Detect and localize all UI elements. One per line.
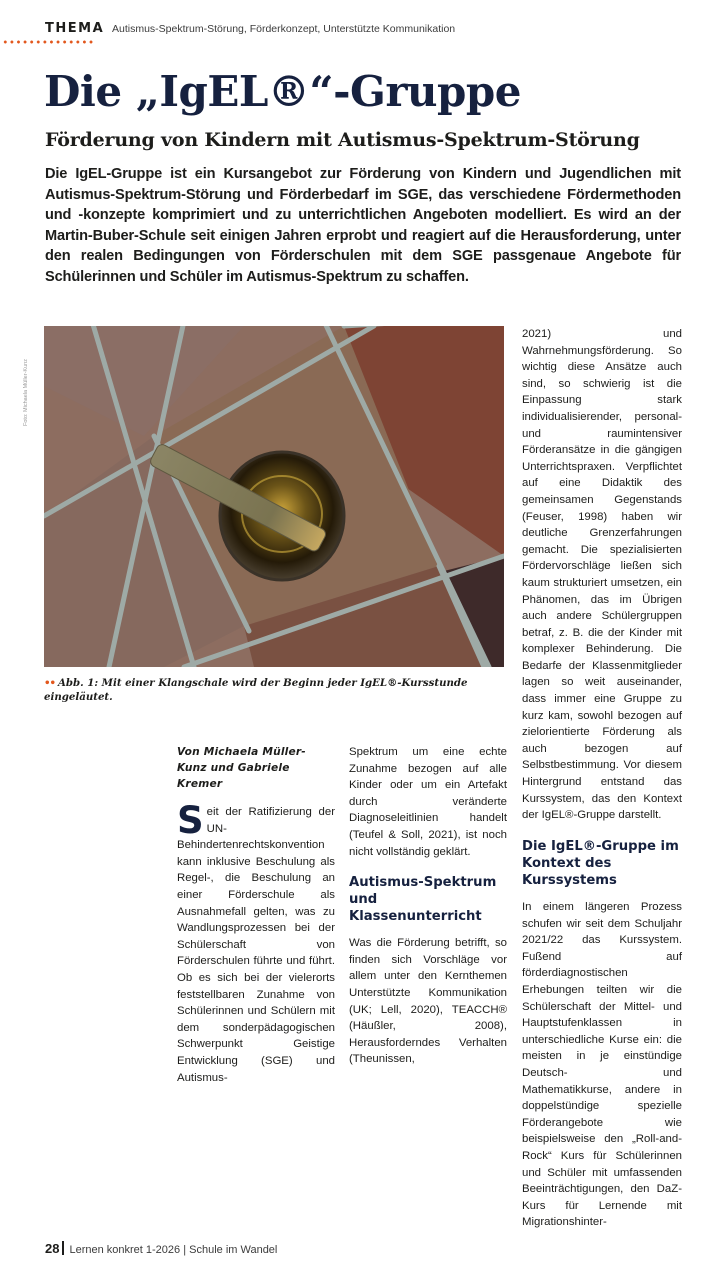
body-paragraph: Was die Förderung betrifft, so finden sich Vorschläge vor allem unter den Kernthemen Unterstützte Kommunikation (UK; Lell, 2020), TEACCH® (Häußler, 2008), Herausforderndes Verhalten (Theunissen, [349,937,507,1066]
topic-keywords: Autismus-Spektrum-Störung, Förderkonzept, Unterstützte Kommunikation [112,23,456,35]
drop-cap: S [177,804,204,842]
page-footer [45,1241,277,1258]
column-right-top [522,326,682,824]
caption-text: Abb. 1: Mit einer Klangschale wird der Beginn jeder IgEL®-Kursstunde eingeläutet. [44,677,468,703]
dotted-divider [2,40,94,44]
column-1 [177,744,335,1086]
article-subtitle: Förderung von Kindern mit Autismus-Spektrum-Störung [45,129,640,151]
page-number: 28 [45,1241,60,1256]
footer-divider [62,1241,64,1255]
intro-paragraph [177,804,335,1086]
article-lead: Die IgEL-Gruppe ist ein Kursangebot zur Förderung von Kindern und Jugendlichen mit Autismus-Spektrum-Störung und Förderbedarf im SGE, das verschiedene Fördermethoden und -konzepte komprimiert und zu unterrichtlichen Angeboten modelliert. Es wird an der Martin-Buber-Schule seit einigen Jahren erprobt und reagiert auf die Herausforderung, unter den realen Bedingungen von Förderschulen mit dem SGE passgenaue Angebote für Schülerinnen und Schüler im Autismus-Spektrum zu schaffen. [45,166,681,285]
column-2 [349,744,507,1068]
photo-credit-text: Foto: Michaela Müller-Kunz [23,359,29,426]
article-title: Die „IgEL®“-Gruppe [44,67,522,116]
section-label: THEMA [45,21,105,36]
section-heading: Autismus-Spektrum und Klassenunterricht [349,875,497,925]
body-paragraph: 2021) und Wahrnehmungsförderung. So wichtig diese Ansätze auch sind, so schwierig ist die Einpassung stark individualisierender, personal- und raumintensiver Förderansätze in die gängigen Unterrichtspraxen. Verpflichtet auf eine Didaktik des gemeinsamen Gegenstands (Feuser, 1998) haben wir deutliche Grenzerfahrungen gemacht. Die spezialisierten Fördervorschläge ließen sich kaum strukturiert umsetzen, ein Phänomen, das im Übrigen auch andere Schülergruppen betraf, z. B. die der Kinder mit komplexer Behinderung. Die Bedarfe der Klassenmitglieder lagen so weit auseinander, dass immer eine Gruppe zu kurz kam, sowohl bezogen auf zielorientierte Förderung als auch bezogen auf Selbstbestimmung. Vor diesem Hintergrund entstand das Kurssystem, das den Kontext der IgEL®-Gruppe darstellt. [522,328,682,822]
body-paragraph: In einem längeren Prozess schufen wir seit dem Schuljahr 2021/22 das Kurssystem. Fußend auf förderdiagnostischen Erhebungen teilten wir die Schülerschaft der Mittel- und Hauptstufenklassen in unterschiedliche Kurse ein: die meisten in je einstündige Deutsch- und Mathematikkurse, andere in doppelstündige spezielle Förderangebote wie beispielsweise den „Roll-and-Rock“ Kurs für Schülerinnen und Schüler mit umfassenden Beeinträchtigungen, den DaZ-Kurs für Lernende mit Migrationshinter- [522,901,682,1229]
caption-bullet-icon: •• [44,677,56,689]
author-byline: Von Michaela Müller-Kunz und Gabriele Kremer [177,746,306,790]
column-3 [522,838,682,1231]
publication-info: Lernen konkret 1-2026 | Schule im Wandel [69,1244,278,1256]
singing-bowl-photo [44,326,504,667]
photo-credit [22,326,32,426]
figure-photo [44,326,504,667]
body-paragraph: Spektrum um eine echte Zunahme bezogen auf alle Kinder oder um ein Artefakt durch veränderte Diagnoseleitlinien handelt (Teufel & Soll, 2021), ist noch nicht vollständig geklärt. [349,746,507,858]
section-heading: Die IgEL®-Gruppe im Kontext des Kurssystems [522,839,679,888]
intro-text: eit der Ratifizierung der UN-Behindertenrechtskonvention kann inklusive Beschulung als Regel-, die Beschulung an einer Förderschule als Ausnahmefall gelten, was zu Wandlungsprozessen bei der Schülerschaft von Förderschulen führte und führt. Ob es sich bei der vielerorts feststellbaren Zunahme von Schülerinnen und Schülern mit dem sonderpädagogischen Schwerpunkt Geistige Entwicklung (SGE) und Autismus- [177,806,335,1084]
figure-caption [44,676,514,704]
